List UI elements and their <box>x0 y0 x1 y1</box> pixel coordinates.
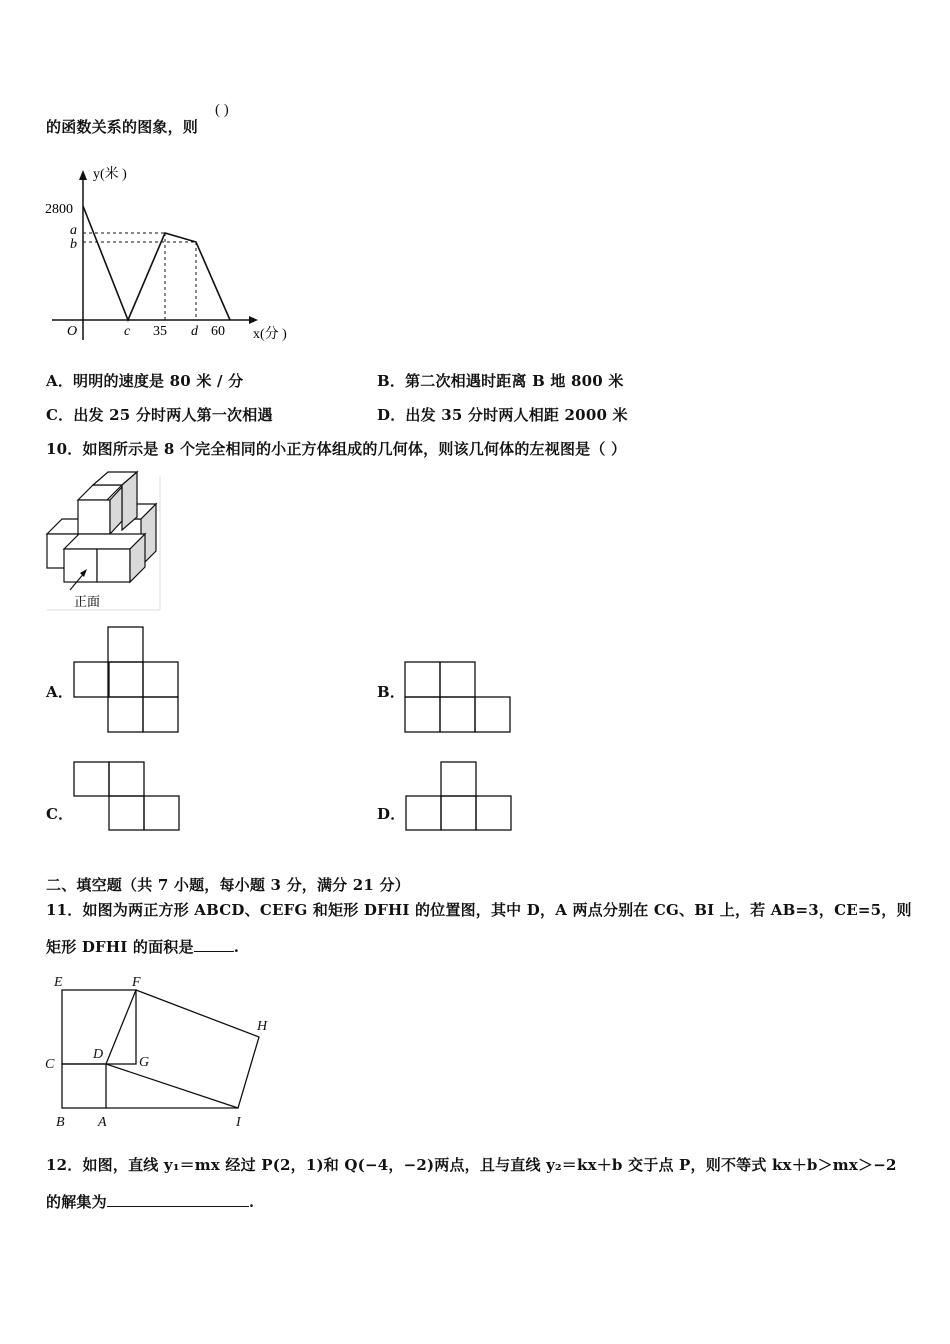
x-tick-35: 35 <box>153 324 167 339</box>
q9-stem-tail: 的函数关系的图象，则 <box>46 118 199 136</box>
point-e: E <box>54 975 63 990</box>
y-axis-label: y(米 ) <box>93 167 127 182</box>
q9-option-a[interactable]: A．明明的速度是 80 米 / 分 <box>46 372 244 390</box>
x-tick-d: d <box>191 324 198 339</box>
point-c: C <box>45 1057 55 1072</box>
q11-geometry-figure <box>0 0 300 1140</box>
q12-line2 <box>46 1191 254 1212</box>
origin-label: O <box>67 324 78 339</box>
y-tick-a: a <box>70 223 77 238</box>
front-label: 正面 <box>74 595 101 610</box>
y-tick-b: b <box>70 237 77 252</box>
x-axis-label: x(分 ) <box>253 327 287 342</box>
q11-line1: 11．如图为两正方形 ABCD、CEFG 和矩形 DFHI 的位置图，其中 D，A 两点分别在 CG、BI 上，若 AB=3，CE=5，则 <box>46 901 912 919</box>
q12-answer-blank[interactable] <box>107 1206 249 1207</box>
y-tick-2800: 2800 <box>45 202 73 217</box>
q9-option-c[interactable]: C．出发 25 分时两人第一次相遇 <box>46 406 273 424</box>
point-f: F <box>132 975 141 990</box>
point-d: D <box>93 1047 104 1062</box>
section2-title: 二、填空题（共 7 小题，每小题 3 分，满分 21 分） <box>46 876 410 894</box>
q11-end: . <box>233 938 240 956</box>
point-a: A <box>98 1115 107 1130</box>
point-g: G <box>139 1055 150 1070</box>
q9-answer-paren: ( ) <box>215 102 229 118</box>
q12-line1: 12．如图，直线 y₁＝mx 经过 P(2，1)和 Q(−4，−2)两点，且与直线 y₂＝kx＋b 交于点 P，则不等式 kx＋b＞mx＞−2 <box>46 1156 897 1174</box>
point-h: H <box>257 1019 268 1034</box>
q12-line2-text: 的解集为 <box>46 1193 107 1211</box>
q9-option-d[interactable]: D．出发 35 分时两人相距 2000 米 <box>377 406 628 424</box>
point-i: I <box>236 1115 241 1130</box>
q10-option-d-label[interactable]: D． <box>377 805 406 823</box>
q9-option-b[interactable]: B．第二次相遇时距离 B 地 800 米 <box>377 372 624 390</box>
q10-option-a-label[interactable]: A． <box>46 683 74 701</box>
point-b: B <box>56 1115 65 1130</box>
q10-option-c-label[interactable]: C． <box>46 805 74 823</box>
q11-line2-text: 矩形 DFHI 的面积是 <box>46 938 194 956</box>
q10-stem: 10．如图所示是 8 个完全相同的小正方体组成的几何体，则该几何体的左视图是（ ） <box>46 440 627 458</box>
q10-option-b-label[interactable]: B． <box>377 683 406 701</box>
q12-end: . <box>248 1193 255 1211</box>
x-tick-c: c <box>124 324 131 339</box>
x-tick-60: 60 <box>211 324 225 339</box>
